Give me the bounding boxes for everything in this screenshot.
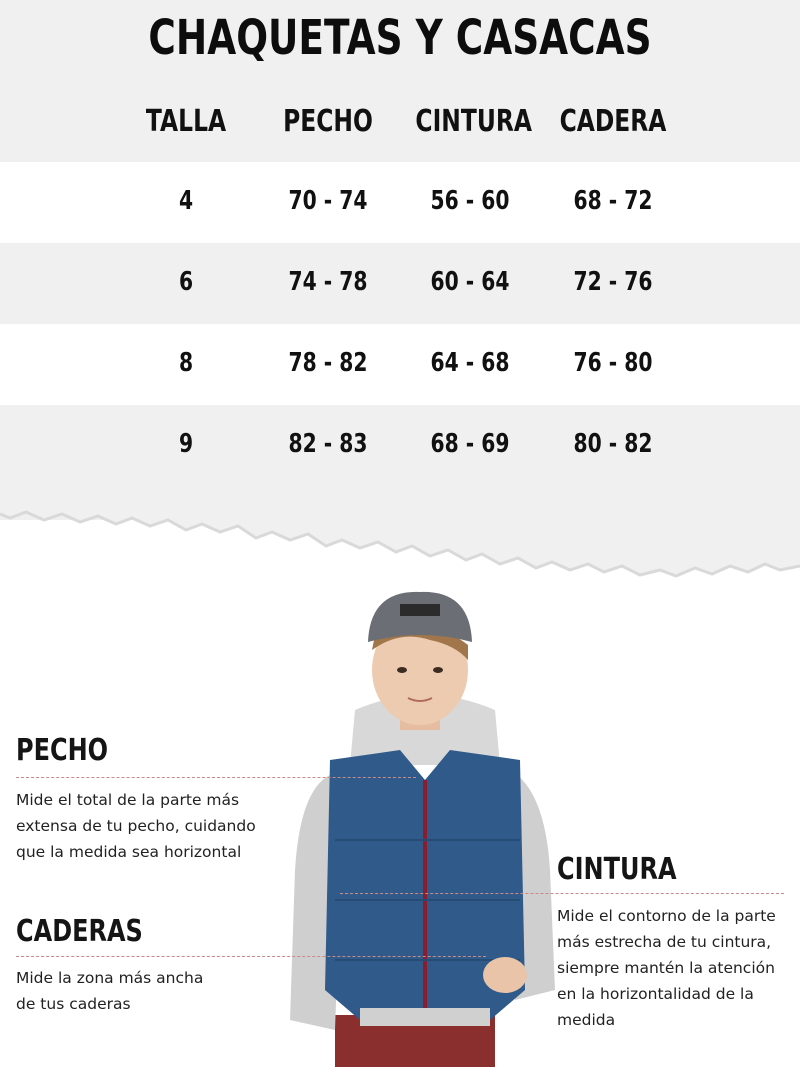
table-row <box>0 405 800 486</box>
table-row <box>0 162 800 243</box>
cell-cadera: 76 - 80 <box>573 348 653 378</box>
cell-talla: 4 <box>178 186 194 216</box>
cell-talla: 6 <box>178 267 194 297</box>
cell-cintura: 64 - 68 <box>430 348 510 378</box>
cell-cadera: 72 - 76 <box>573 267 653 297</box>
cell-pecho: 78 - 82 <box>288 348 368 378</box>
header-pecho: PECHO <box>283 104 373 139</box>
cell-cadera: 80 - 82 <box>573 429 653 459</box>
cell-pecho: 74 - 78 <box>288 267 368 297</box>
caderas-title: CADERAS <box>16 914 143 949</box>
child-model-illustration <box>280 590 570 1067</box>
cell-cadera: 68 - 72 <box>573 186 653 216</box>
table-row <box>0 243 800 324</box>
page-title: CHAQUETAS Y CASACAS <box>148 10 652 66</box>
cell-talla: 9 <box>178 429 194 459</box>
cell-cintura: 60 - 64 <box>430 267 510 297</box>
cell-pecho: 82 - 83 <box>288 429 368 459</box>
pecho-guide-line <box>16 777 416 778</box>
cintura-guide-line <box>340 893 784 894</box>
header-talla: TALLA <box>145 104 227 139</box>
cell-talla: 8 <box>178 348 194 378</box>
torn-paper-edge <box>0 496 800 596</box>
table-row <box>0 324 800 405</box>
pecho-title: PECHO <box>16 733 109 768</box>
pecho-description: Mide el total de la parte más extensa de tu pecho, cuidando que la medida sea horizontal <box>16 791 256 861</box>
cell-cintura: 68 - 69 <box>430 429 510 459</box>
cintura-description: Mide el contorno de la parte más estrecha de tu cintura, siempre mantén la atención en la horizontalidad de la medida <box>557 907 776 1029</box>
header-cadera: CADERA <box>559 104 667 139</box>
cell-cintura: 56 - 60 <box>430 186 510 216</box>
caderas-guide-line <box>16 956 486 957</box>
header-cintura: CINTURA <box>415 104 532 139</box>
caderas-description: Mide la zona más ancha de tus caderas <box>16 969 204 1013</box>
cell-pecho: 70 - 74 <box>288 186 368 216</box>
table-header-row <box>0 100 800 150</box>
cintura-title: CINTURA <box>557 852 677 887</box>
